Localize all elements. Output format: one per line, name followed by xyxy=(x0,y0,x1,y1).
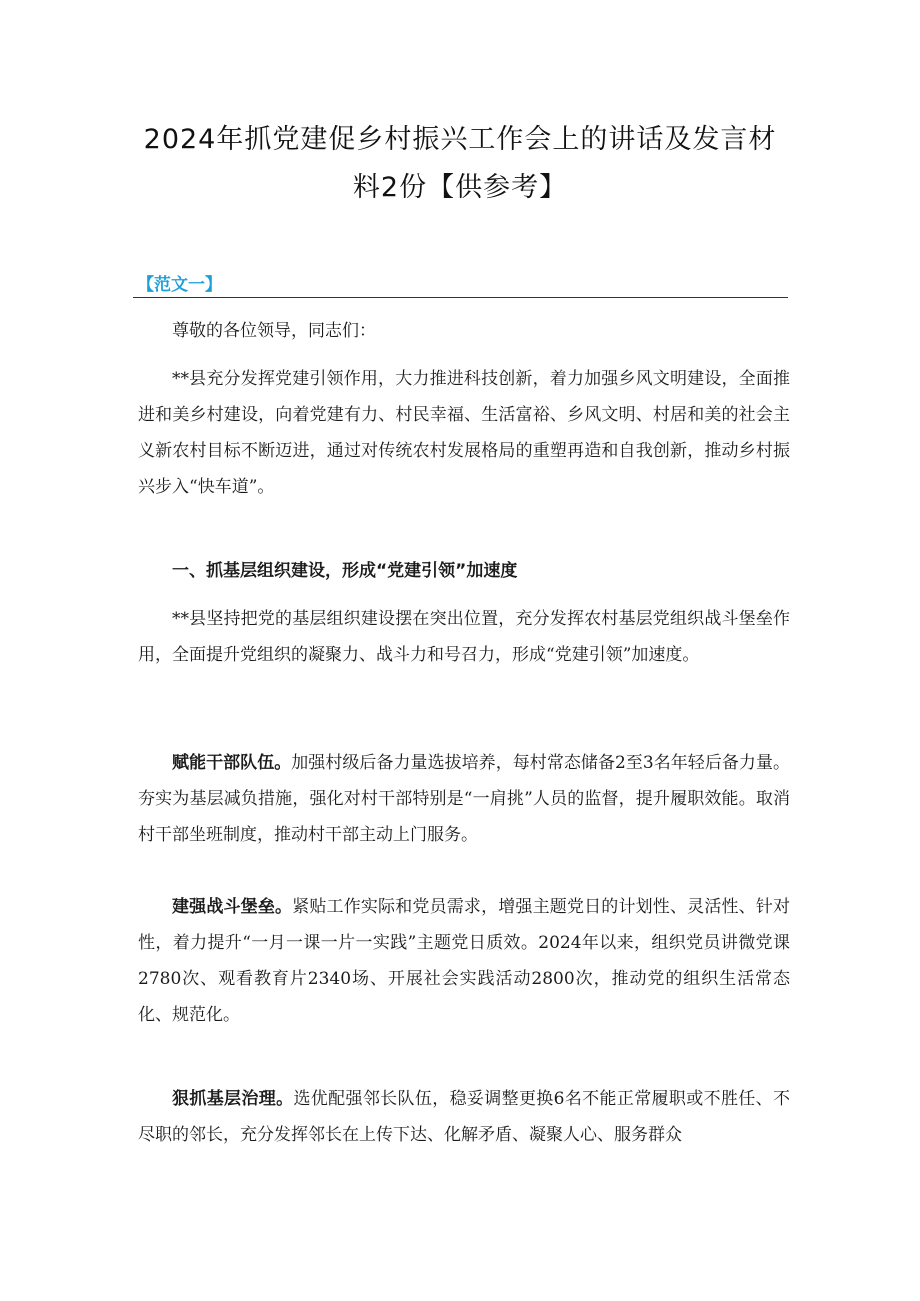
section-label: 【范文一】 xyxy=(137,275,222,295)
paragraph-4 xyxy=(138,1081,790,1153)
section-divider xyxy=(133,297,788,298)
paragraph-2-text: 加强村级后备力量选拔培养，每村常态储备2至3名年轻后备力量。夯实为基层减负措施，强化对村干部特别是“一肩挑”人员的监督，提升履职效能。取消村干部坐班制度，推动村干部主动上门服务。 xyxy=(138,753,790,845)
paragraph-2-lead: 赋能干部队伍。 xyxy=(172,753,292,773)
section-heading-1: 一、抓基层组织建设，形成“党建引领”加速度 xyxy=(172,561,518,581)
salutation: 尊敬的各位领导，同志们： xyxy=(172,321,376,341)
paragraph-4-lead: 狠抓基层治理。 xyxy=(172,1089,294,1109)
paragraph-3 xyxy=(138,889,790,1033)
paragraph-3-text: 紧贴工作实际和党员需求，增强主题党日的计划性、灵活性、针对性，着力提升“一月一课一片一实践”主题党日质效。2024年以来，组织党员讲微党课2780次、观看教育片2340场、开展社会实践活动2800次，推动党的组织生活常态化、规范化。 xyxy=(138,897,791,1025)
document-title: 2024年抓党建促乡村振兴工作会上的讲话及发言材料2份【供参考】 xyxy=(143,124,777,203)
intro-paragraph: **县充分发挥党建引领作用，大力推进科技创新，着力加强乡风文明建设，全面推进和美乡村建设，向着党建有力、村民幸福、生活富裕、乡风文明、村居和美的社会主义新农村目标不断迈进，通过对传统农村发展格局的重塑再造和自我创新，推动乡村振兴步入“快车道”。 xyxy=(138,369,790,497)
paragraph-1: **县坚持把党的基层组织建设摆在突出位置，充分发挥农村基层党组织战斗堡垒作用，全面提升党组织的凝聚力、战斗力和号召力，形成“党建引领”加速度。 xyxy=(138,609,790,665)
paragraph-2 xyxy=(138,745,790,853)
paragraph-4-text: 选优配强邻长队伍，稳妥调整更换6名不能正常履职或不胜任、不尽职的邻长，充分发挥邻长在上传下达、化解矛盾、凝聚人心、服务群众 xyxy=(138,1089,790,1145)
paragraph-3-lead: 建强战斗堡垒。 xyxy=(172,897,293,917)
